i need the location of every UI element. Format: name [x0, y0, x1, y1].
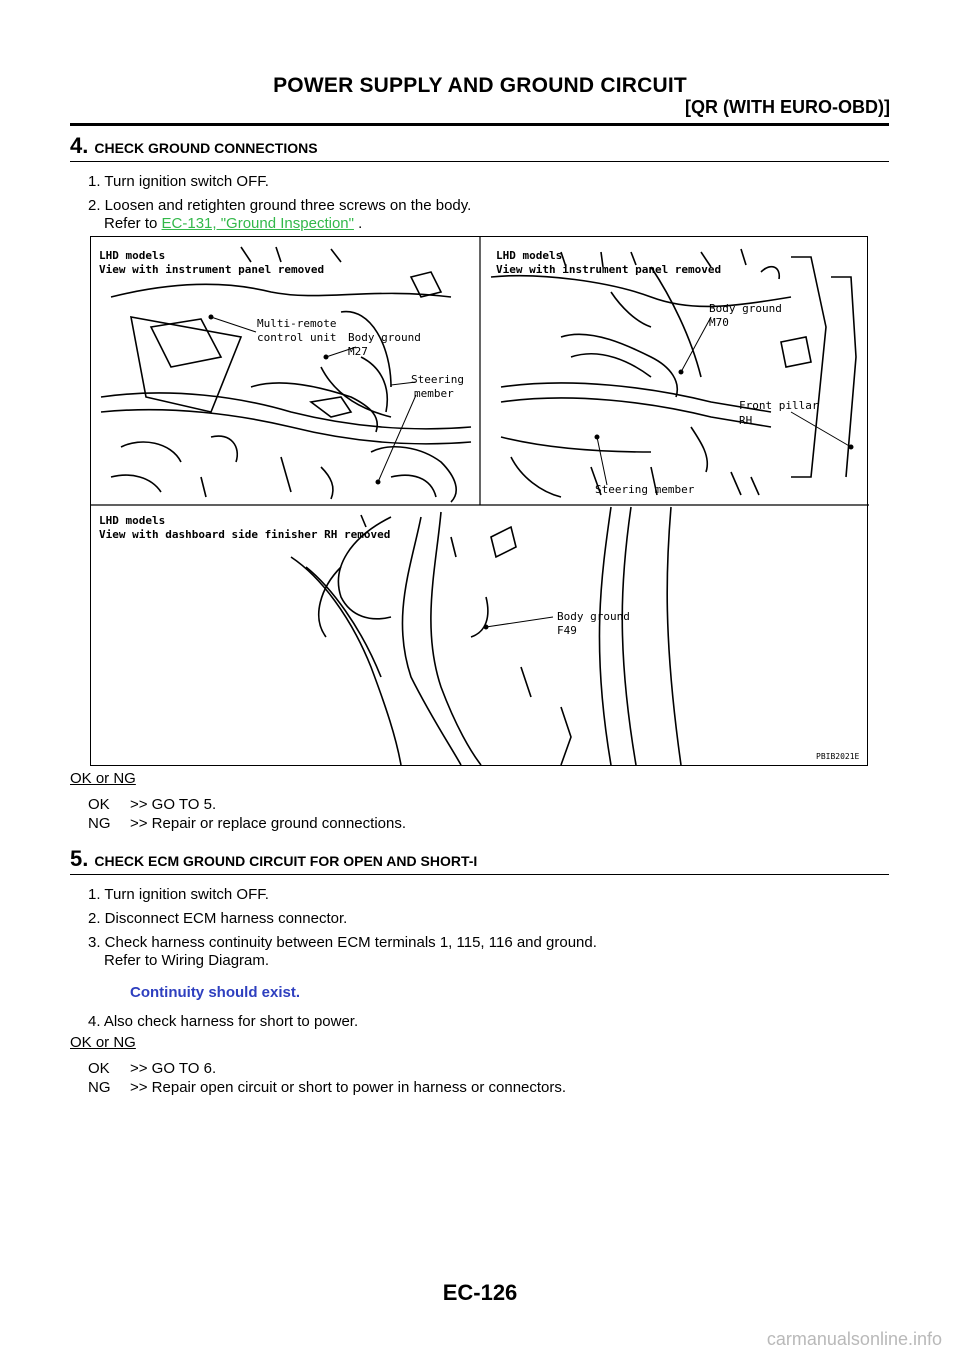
header-rule: [70, 123, 889, 126]
ok-action-link[interactable]: >> GO TO 5.: [130, 796, 217, 813]
ground-inspection-link[interactable]: EC-131, "Ground Inspection": [161, 215, 354, 232]
step-4-ok-row: [88, 796, 216, 813]
panel-a-callout-steering: Steering: [411, 373, 464, 386]
step-5-ok-row: [88, 1060, 216, 1077]
panel-b-callout-front-pillar: Front pillar: [739, 399, 819, 412]
step-5-item-1: 1. Turn ignition switch OFF.: [88, 886, 269, 903]
panel-c-drawing: [291, 507, 681, 765]
ok-key: OK: [88, 1060, 110, 1077]
step-4-rule: [70, 161, 889, 162]
step-5-number: 5.: [70, 846, 89, 871]
ground-location-figure: [90, 236, 868, 766]
panel-b-heading-2: View with instrument panel removed: [496, 263, 722, 276]
panel-b-heading-1: LHD models: [496, 249, 563, 262]
step-4-ok-ng-label: OK or NG: [70, 770, 136, 787]
panel-c-heading-1: LHD models: [99, 514, 166, 527]
ng-action-text: >> Repair open circuit or short to power in harness or connectors.: [130, 1079, 567, 1096]
panel-c-callout-f49: F49: [557, 624, 577, 637]
figure-code: PBIB2021E: [816, 752, 860, 761]
figure-illustration: [91, 237, 869, 767]
ng-key: NG: [88, 1079, 111, 1096]
ok-action-link[interactable]: >> GO TO 6.: [130, 1060, 217, 1077]
panel-a-callout-control-unit: control unit: [257, 331, 337, 344]
ok-key: OK: [88, 796, 110, 813]
panel-c-heading-2: View with dashboard side finisher RH removed: [99, 528, 391, 541]
step-5-heading: [70, 846, 477, 872]
panel-a-callout-member: member: [414, 387, 454, 400]
step-5-ok-ng-label: OK or NG: [70, 1034, 136, 1051]
panel-b-callout-m70: M70: [709, 316, 729, 329]
page-number: EC-126: [442, 1280, 518, 1305]
step-5-title: CHECK ECM GROUND CIRCUIT FOR OPEN AND SHORT-I: [94, 853, 478, 869]
page-title: POWER SUPPLY AND GROUND CIRCUIT: [273, 74, 687, 97]
panel-b-callout-steering-member: Steering member: [595, 483, 695, 496]
watermark: carmanualsonline.info: [766, 1329, 942, 1349]
step-5-item-2: 2. Disconnect ECM harness connector.: [88, 910, 348, 927]
panel-b-drawing: [491, 249, 856, 497]
step-5-item-3: 3. Check harness continuity between ECM terminals 1, 115, 116 and ground.: [88, 934, 597, 951]
panel-b-callout-rh: RH: [739, 414, 753, 427]
step-4-refer: [104, 215, 362, 232]
step-5-rule: [70, 874, 889, 875]
panel-b-callout-body-ground: Body ground: [709, 302, 782, 315]
step-5-refer: Refer to Wiring Diagram.: [104, 952, 270, 969]
panel-a-heading-1: LHD models: [99, 249, 166, 262]
panel-a-callout-multi-remote: Multi-remote: [257, 317, 337, 330]
panel-a-callout-body-ground: Body ground: [348, 331, 421, 344]
refer-suffix: .: [353, 215, 363, 232]
step-4-item-1: 1. Turn ignition switch OFF.: [88, 173, 269, 190]
refer-prefix: Refer to: [104, 215, 162, 232]
section-subtitle: [QR (WITH EURO-OBD)]: [685, 97, 890, 117]
step-5-ng-row: [88, 1079, 566, 1096]
panel-c-callout-body-ground: Body ground: [557, 610, 630, 623]
step-5-item-4: 4. Also check harness for short to power.: [88, 1013, 359, 1030]
step-4-heading: [70, 133, 318, 159]
ng-action-text: >> Repair or replace ground connections.: [130, 815, 407, 832]
panel-a-callout-m27: M27: [348, 345, 368, 358]
step-4-title: CHECK GROUND CONNECTIONS: [94, 140, 318, 156]
step-4-ng-row: [88, 815, 406, 832]
panel-a-heading-2: View with instrument panel removed: [99, 263, 325, 276]
step-4-number: 4.: [70, 133, 89, 158]
continuity-note: Continuity should exist.: [130, 984, 301, 1001]
step-4-item-2: 2. Loosen and retighten ground three screws on the body.: [88, 197, 472, 214]
ng-key: NG: [88, 815, 111, 832]
panel-c-leaders: [484, 617, 553, 629]
